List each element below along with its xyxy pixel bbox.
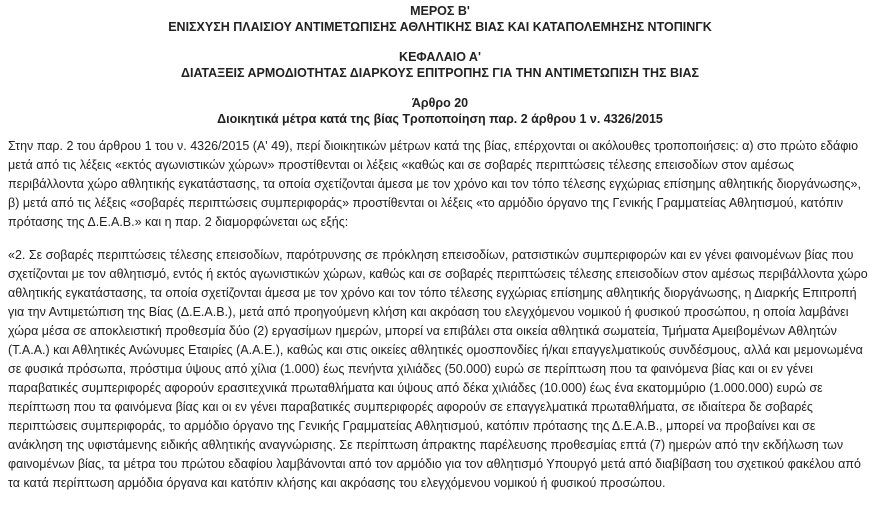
paragraph-amended-text: «2. Σε σοβαρές περιπτώσεις τέλεσης επεισοδίων, παρότρυνσης σε πρόκληση επεισοδίων, ρατσιστικών συμπεριφορών και εν γένει φαινομένων βίας που σχετίζονται με τον αθλητισμό, εντός ή εκτός αγωνιστικών χώρων, καθώς και σε σοβαρές περιπτώσεις τέλεσης επεισοδίων στον αμέσως περιβάλλοντα χώρο αθλητικής εγκατάστασης, τα οποία σχετίζονται άμεσα με τον χρόνο και τον τόπο τέλεσης εγχώριας επίσημης αθλητικής διοργάνωσης, η Διαρκής Επιτροπή για την Αντιμετώπιση της Βίας (Δ.Ε.Α.Β.), μετά από προηγούμενη κλήση και ακρόαση του ελεγχόμενου νομικού ή φυσικού προσώπου, η οποία λαμβάνει χώρα μέσα σε αποκλειστική προθεσμία δύο (2) εργασίμων ημερών, μπορεί να επιβάλει στα οικεία αθλητικά σωματεία, Τμήματα Αμειβομένων Αθλητών (Τ.Α.Α.) και Αθλητικές Ανώνυμες Εταιρίες (Α.Α.Ε.), καθώς και στις οικείες αθλητικές ομοσπονδίες ή/και επαγγελματικούς συνδέσμους, αλλά και μεμονωμένα σε φυσικά πρόσωπα, πρόστιμα ύψους από χίλια (1.000) έως πενήντα χιλιάδες (50.000) ευρώ σε περίπτωση που τα φαινόμενα βίας και οι εν γένει παραβατικές συμπεριφορές αφορούν ερασιτεχνικά πρωταθλήματα και ύψους από δέκα χιλιάδες (10.000) έως ένα εκατομμύριο (1.000.000) ευρώ σε περίπτωση που τα φαινόμενα βίας και οι εν γένει παραβατικές συμπεριφορές αφορούν σε επαγγελματικά πρωταθλήματα, σε ιδιαίτερα δε σοβαρές περιπτώσεις συμπεριφοράς, το αρμόδιο όργανο της Γενικής Γραμματείας Αθλητισμού, κατόπιν πρότασης της Δ.Ε.Α.Β., μπορεί να προβαίνει και σε ανάκληση της υφιστάμενης ειδικής αθλητικής αναγνώρισης. Σε περίπτωση άπρακτης παρέλευσης προθεσμίας επτά (7) ημερών από την εκδήλωση των φαινομένων βίας, τα μέτρα του πρώτου εδαφίου λαμβάνονται από τον αρμόδιο για τον αθλητισμό Υπουργό μετά από διαβίβαση του σχετικού φακέλου από τα κατά περίπτωση αρμόδια όργανα και κατόπιν κλήσης και ακρόασης του ελεγχόμενου νομικού ή φυσικού προσώπου.	[8, 248, 868, 490]
part-label: ΜΕΡΟΣ Β'	[410, 4, 470, 18]
part-title: ΕΝΙΣΧΥΣΗ ΠΛΑΙΣΙΟΥ ΑΝΤΙΜΕΤΩΠΙΣΗΣ ΑΘΛΗΤΙΚΗΣ ΒΙΑΣ ΚΑΙ ΚΑΤΑΠΟΛΕΜΗΣΗΣ ΝΤΟΠΙΝΓΚ	[168, 20, 712, 34]
chapter-label: ΚΕΦΑΛΑΙΟ Α'	[399, 50, 481, 64]
article-title: Διοικητικά μέτρα κατά της βίας Τροποποίηση παρ. 2 άρθρου 1 ν. 4326/2015	[217, 112, 663, 126]
paragraph-amendments: Στην παρ. 2 του άρθρου 1 του ν. 4326/2015 (Α' 49), περί διοικητικών μέτρων κατά της βίας, επέρχονται οι ακόλουθες τροποποιήσεις: α) στο πρώτο εδάφιο μετά από τις λέξεις «εκτός αγωνιστικών χώρων» προστίθενται οι λέξεις «καθώς και σε σοβαρές περιπτώσεις τέλεσης επεισοδίων στον αμέσως περιβάλλοντα χώρο αθλητικής εγκατάστασης, τα οποία σχετίζονται άμεσα με τον χρόνο και τον τόπο τέλεσης εγχώριας επίσημης αθλητικής διοργάνωσης», β) μετά από τις λέξεις «σοβαρές περιπτώσεις συμπεριφοράς» προστίθενται οι λέξεις «το αρμόδιο όργανο της Γενικής Γραμματείας Αθλητισμού, κατόπιν πρότασης της Δ.Ε.Α.Β.» και η παρ. 2 διαμορφώνεται ως εξής:	[8, 139, 861, 229]
article-label: Άρθρο 20	[411, 96, 469, 110]
chapter-title: ΔΙΑΤΑΞΕΙΣ ΑΡΜΟΔΙΟΤΗΤΑΣ ΔΙΑΡΚΟΥΣ ΕΠΙΤΡΟΠΗΣ ΓΙΑ ΤΗΝ ΑΝΤΙΜΕΤΩΠΙΣΗ ΤΗΣ ΒΙΑΣ	[180, 66, 700, 80]
